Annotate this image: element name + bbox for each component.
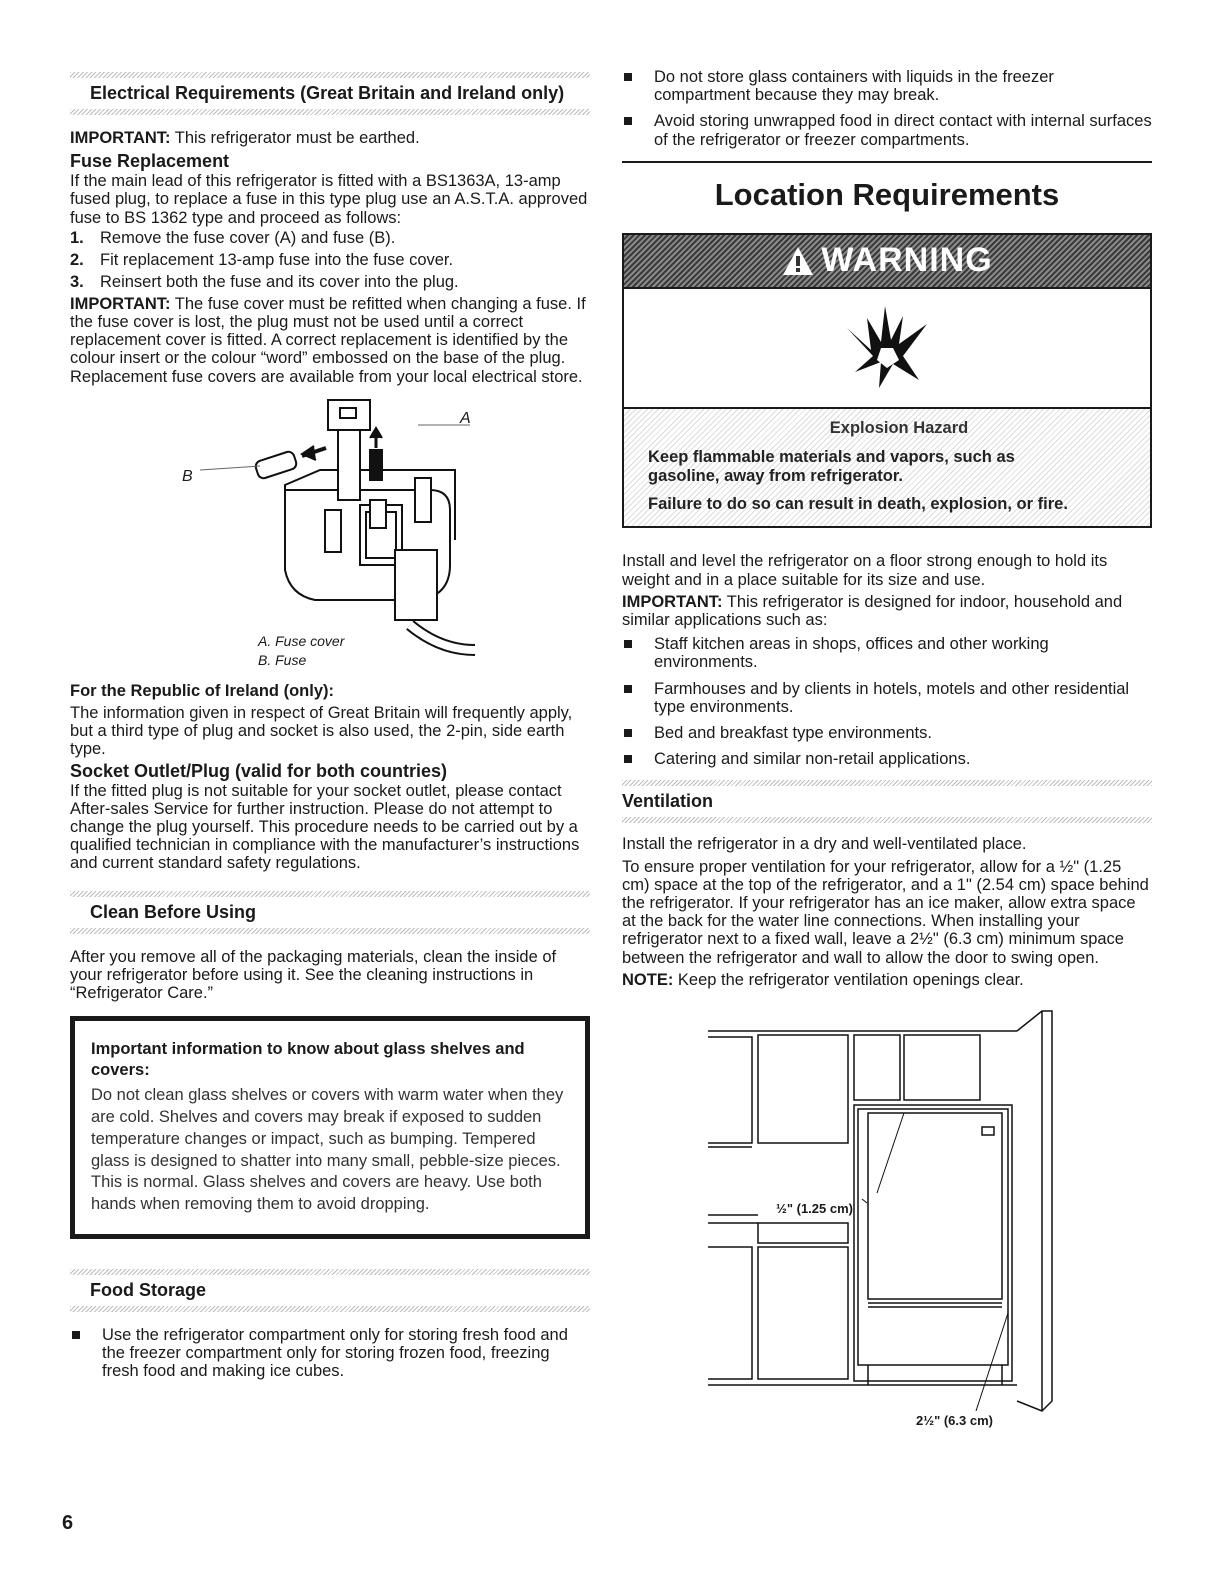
socket-heading: Socket Outlet/Plug (valid for both countries) [70,760,448,781]
fuse-heading: Fuse Replacement [70,151,230,172]
hazard-line-2: Failure to do so can result in death, explosion, or fire. [648,494,1068,513]
section-rule [622,817,1152,823]
ventilation-heading: Ventilation [622,791,714,812]
important-label: IMPORTANT: [70,129,171,147]
caption-b: B. Fuse [258,651,307,668]
hazard-title: Explosion Hazard [829,418,969,437]
caption-a: A. Fuse cover [258,632,345,649]
fuse-steps [70,229,590,292]
clean-text: After you remove all of the packaging materials, clean the inside of your refrigerator before using it. See the cleaning instructions in “Refrigerator Care.” [70,947,557,1003]
important-text: This refrigerator is designed for indoor, household and similar applications such as: [622,592,1123,629]
hazard-line-1: Keep flammable materials and vapors, such as gasoline, away from refrigerator. [648,447,1015,486]
warning-box [622,233,1152,529]
plug-diagram [70,390,590,672]
list-item: Farmhouses and by clients in hotels, motels and other residential type environments. [622,680,1152,716]
explosion-icon [837,298,937,398]
ventilation-p1: Install the refrigerator in a dry and well-ventilated place. [622,835,1027,854]
section-rule [70,1306,590,1312]
label-a: A [460,409,471,427]
list-item: 1. Remove the fuse cover (A) and fuse (B). [70,228,396,247]
fuse-intro: If the main lead of this refrigerator is fitted with a BS1363A, 13-amp fused plug, to replace a fuse in this type plug use an A.S.T.A. approved fuse to BS 1362 type and proceed as follows: [70,172,588,227]
list-item: Catering and similar non-retail applications. [622,750,1152,768]
page-number: 6 [62,1512,74,1534]
electrical-heading: Electrical Requirements (Great Britain and Ireland only) [90,83,565,103]
note-label: NOTE: [622,970,674,989]
important-text: The fuse cover must be refitted when changing a fuse. If the fuse cover is lost, the plug must not be used until a correct replacement cover is fitted. A correct replacement is identified by the colour insert or the colour “word” embossed on the base of the plug. Replacement fuse covers are available from your local electrical store. [70,294,586,386]
section-rule [70,109,590,115]
warning-triangle-icon [781,245,815,277]
left-column [70,0,590,1389]
list-item: 3. Reinsert both the fuse and its cover into the plug. [70,272,459,291]
clean-heading: Clean Before Using [90,901,257,922]
clearance-top-label: ½" (1.25 cm) [776,1200,853,1216]
list-item: Do not store glass containers with liquids in the freezer compartment because they may break. [622,68,1152,104]
list-item: Staff kitchen areas in shops, offices and other working environments. [622,635,1152,671]
ireland-heading: For the Republic of Ireland (only): [70,681,334,700]
install-text: Install and level the refrigerator on a floor strong enough to hold its weight and in a place suitable for its size and use. [622,552,1108,589]
section-rule [70,928,590,934]
list-item: 2. Fit replacement 13-amp fuse into the fuse cover. [70,250,454,269]
ventilation-p2: To ensure proper ventilation for your refrigerator, allow for a ½" (1.25 cm) space at the top of the refrigerator, and a 1" (2.54 cm) space behind the refrigerator. If your refrigerator has an ice maker, allow extra space at the back for the water line connections. When installing your refrigerator next to a fixed wall, leave a 2½" (6.3 cm) minimum space between the refrigerator and wall to allow the door to swing open. [622,857,1149,967]
food-heading: Food Storage [90,1280,206,1301]
right-column [622,0,1152,1455]
list-item: Use the refrigerator compartment only for storing fresh food and the freezer compartment only for storing frozen food, freezing fresh food and making ice cubes. [70,1326,590,1381]
label-b: B [182,467,193,485]
glass-info-text: Do not clean glass shelves or covers with warm water when they are cold. Shelves and covers may break if exposed to sudden temperature changes or impact, such as bumping. Tempered glass is designed to shatter into many small, pebble-size pieces. This is normal. Glass shelves and covers are heavy. Use both hands when removing them to avoid dropping. [91,1086,564,1214]
warning-title: WARNING [821,241,993,280]
note-text: Keep the refrigerator ventilation openings clear. [673,970,1024,989]
food-list-continued [622,68,1152,149]
glass-info-heading: Important information to know about glass shelves and covers: [91,1040,525,1080]
clearance-side-label: 2½" (6.3 cm) [916,1412,993,1428]
ventilation-diagram [622,1003,1152,1455]
important-label: IMPORTANT: [622,592,723,611]
food-list [70,1326,590,1381]
ventilation-figure [622,1003,1152,1455]
socket-text: If the fitted plug is not suitable for your socket outlet, please contact After-sales Service for further instruction. Please do not attempt to change the plug yourself. This procedure needs to be carried out by a qualified technician in compliance with the manufacturer’s instructions and current standard safety regulations. [70,781,580,873]
warning-header [624,235,1150,287]
divider [622,161,1152,163]
location-heading: Location Requirements [714,176,1060,212]
list-item: Bed and breakfast type environments. [622,724,1152,742]
glass-info-box [70,1016,590,1239]
plug-figure [70,390,590,672]
applications-list [622,635,1152,768]
important-label: IMPORTANT: [70,294,171,313]
list-item: Avoid storing unwrapped food in direct contact with internal surfaces of the refrigerator or freezer compartments. [622,112,1152,148]
ireland-text: The information given in respect of Great Britain will frequently apply, but a third type of plug and socket is also used, the 2-pin, side earth type. [70,704,573,759]
important-text: This refrigerator must be earthed. [170,129,420,147]
